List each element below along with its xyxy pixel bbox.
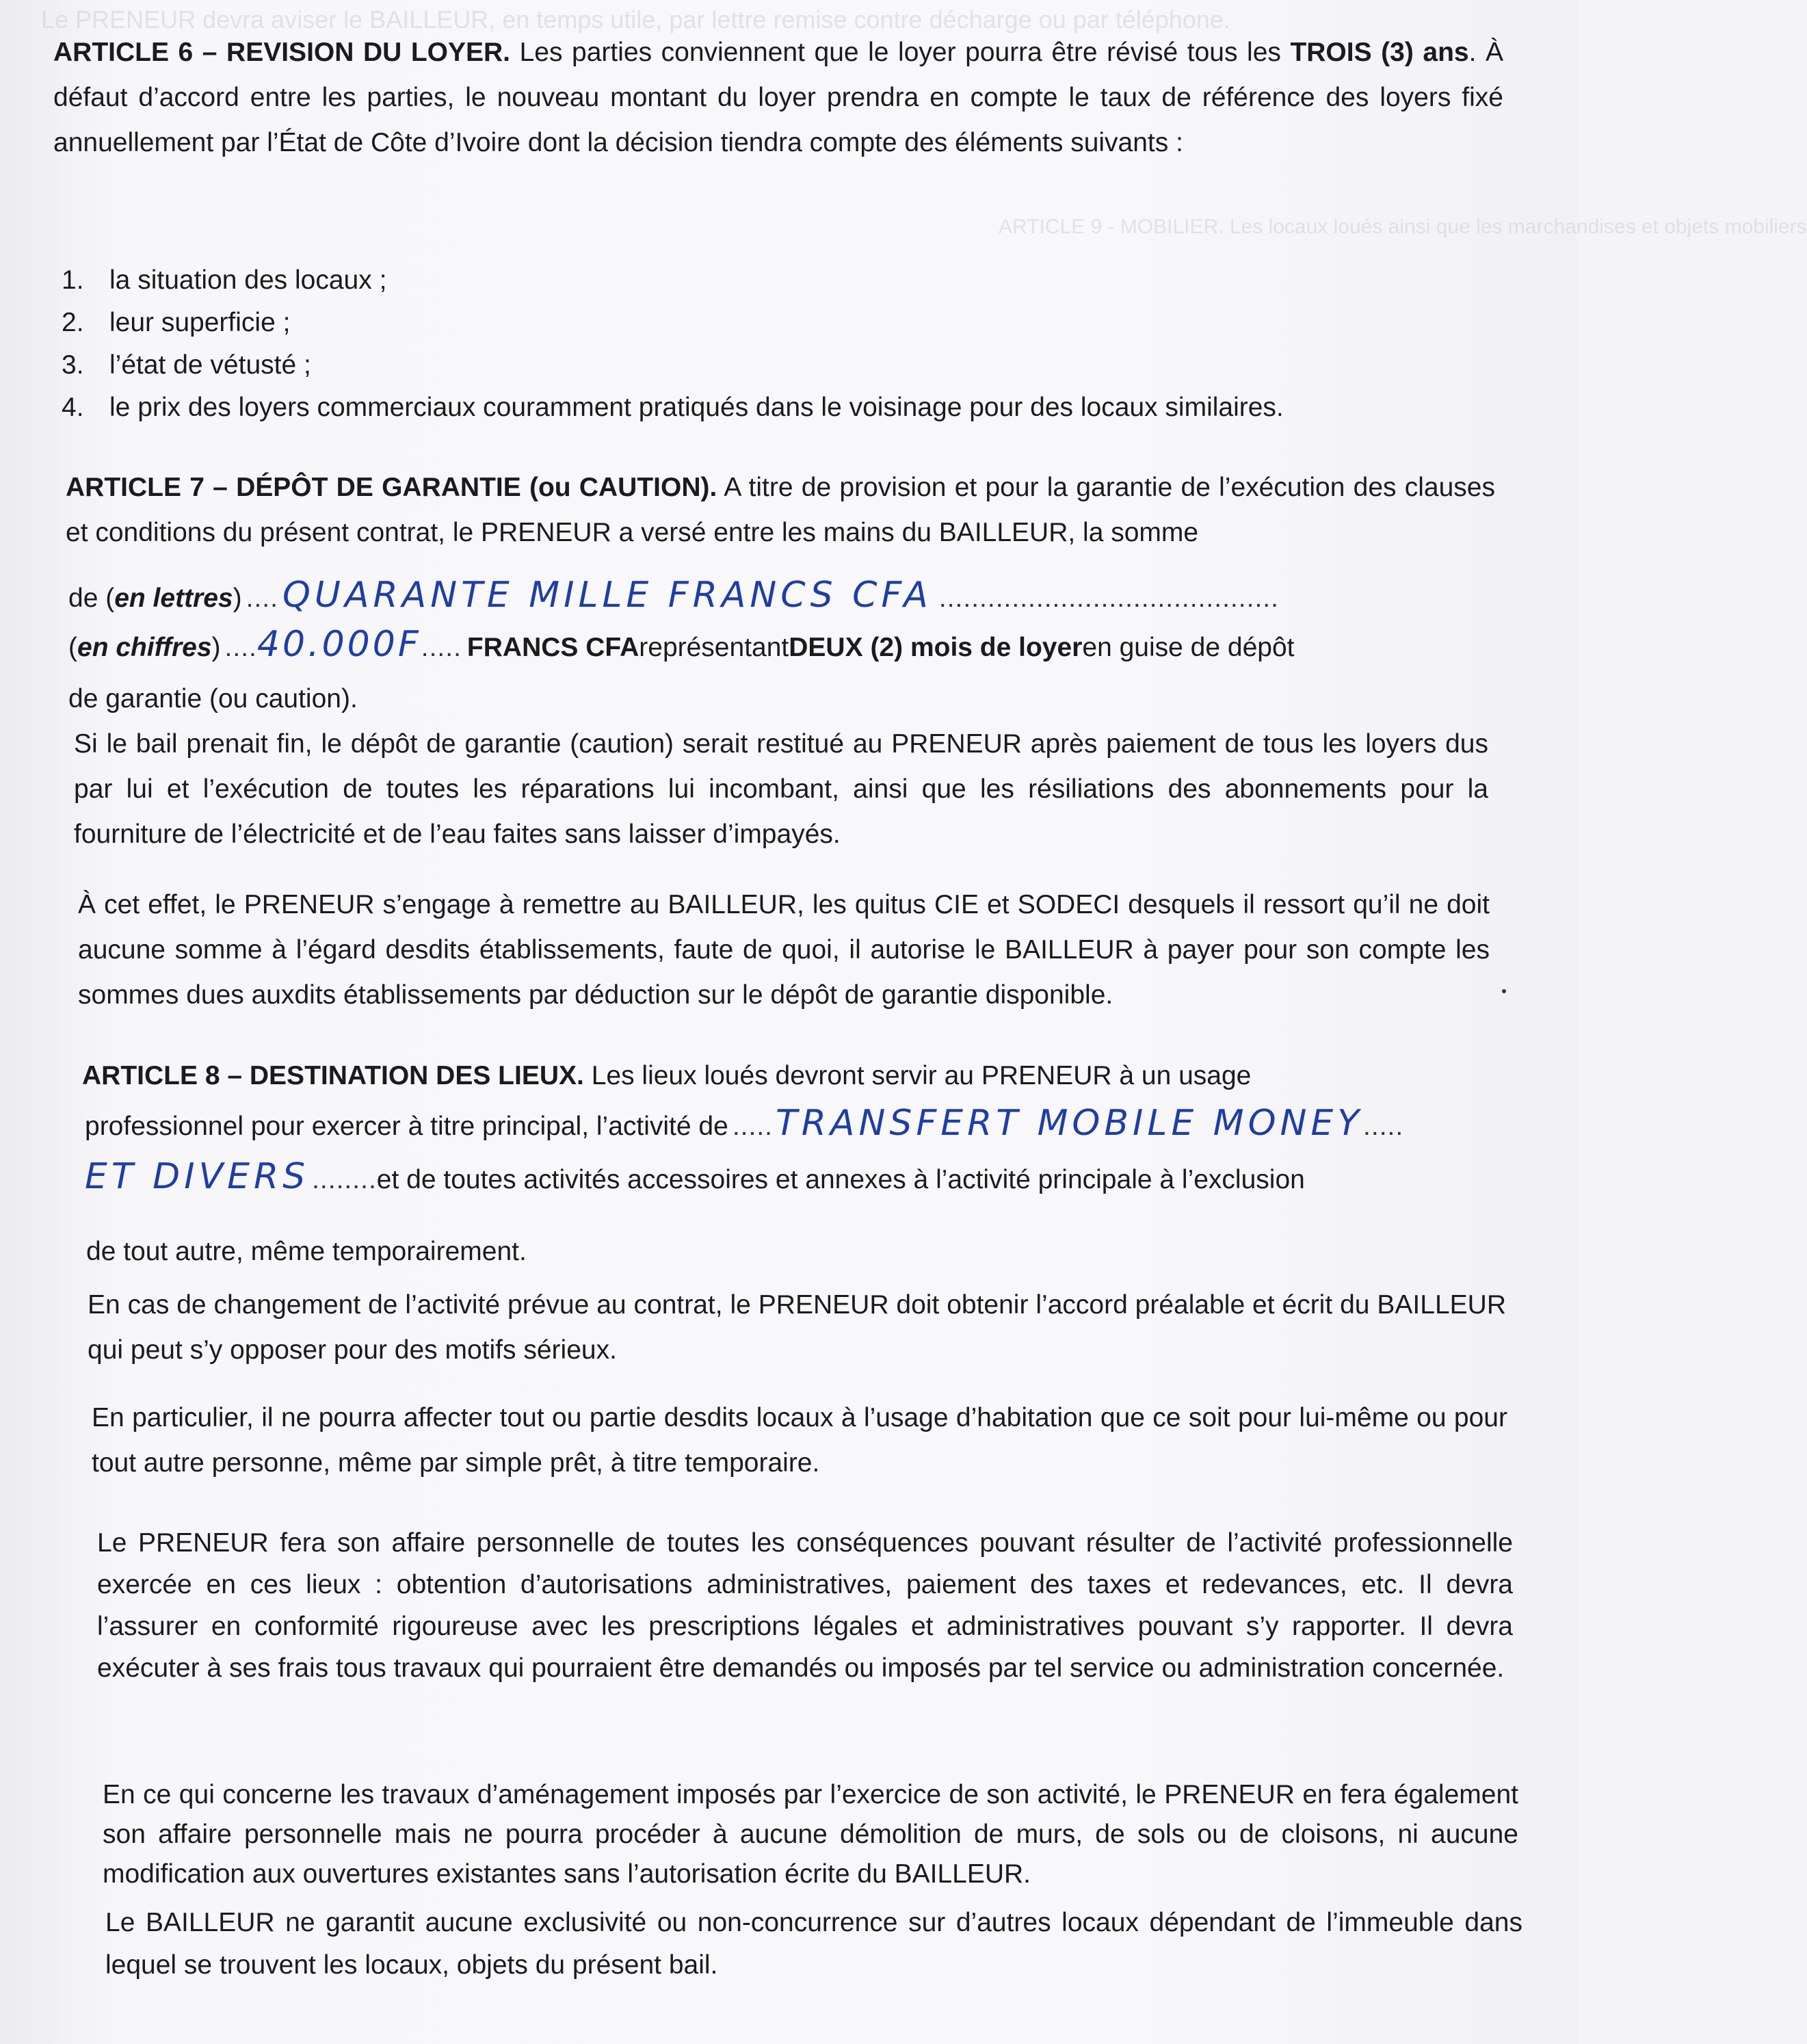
list-item: 1. la situation des locaux ;: [62, 265, 387, 295]
article-8-heading: ARTICLE 8 – DESTINATION DES LIEUX.: [82, 1061, 584, 1090]
list-item: 3. l’état de vétusté ;: [62, 350, 311, 380]
handwritten-activity: ET DIVERS: [85, 1156, 310, 1197]
article-8-paragraph: En cas de changement de l’activité prévue au contrat, le PRENEUR doit obtenir l’accord préalable et écrit du BAILLEUR qui peut s’y opposer pour des motifs sérieux.: [88, 1290, 1506, 1365]
handwritten-activity: TRANSFERT MOBILE MONEY: [776, 1103, 1364, 1144]
activity-row: professionnel pour exercer à titre principal, l’activité de ..... TRANSFERT MOBILE MONEY .....: [85, 1103, 1404, 1144]
handwritten-amount-words: QUARANTE MILLE FRANCS CFA: [282, 575, 932, 616]
article-8-paragraph: En particulier, il ne pourra affecter tout ou partie desdits locaux à l’usage d’habitation que ce soit pour lui-même ou pour tout autre personne, même par simple prêt, à titre temporaire.: [92, 1403, 1507, 1478]
article-8: [82, 1053, 1498, 1099]
handwritten-amount-figures: 40.000F: [256, 624, 421, 665]
amount-in-words-row: de ( en lettres ) .... QUARANTE MILLE FRANCS CFA ..........................................: [68, 575, 1279, 616]
list-item: 4. le prix des loyers commerciaux couramment pratiqués dans le voisinage pour des locaux similaires.: [62, 393, 1284, 422]
article-8-paragraph: Le PRENEUR fera son affaire personnelle de toutes les conséquences pouvant résulter de l’activité professionnelle exercée en ces lieux : obtention d’autorisations administratives, paiement des taxes et redevances, etc. Il devra l’assurer en conformité rigoureuse avec les prescriptions légales et administratives pouvant s’y rapporter. Il devra exécuter à ses frais tous travaux qui pourraient être demandés ou imposés par tel service ou administration concernée.: [97, 1528, 1513, 1683]
ink-dot: [1502, 989, 1506, 993]
article-7-heading: ARTICLE 7 – DÉPÔT DE GARANTIE (ou CAUTION).: [66, 473, 717, 502]
article-8-paragraph: Le BAILLEUR ne garantit aucune exclusivité ou non-concurrence sur d’autres locaux dépendant de l’immeuble dans lequel se trouvent les locaux, objets du présent bail.: [105, 1908, 1522, 1980]
article-6: [53, 30, 1503, 166]
article-7: [66, 465, 1495, 555]
bleed-through-text: ARTICLE 9 - MOBILIER. Les locaux loués ainsi que les marchandises et objets mobiliers: [999, 215, 1807, 238]
article-8-paragraph: En ce qui concerne les travaux d’aménagement imposés par l’exercice de son activité, le PRENEUR en fera également son affaire personnelle mais ne pourra procéder à aucune démolition de murs, de sols ou de cloisons, ni aucune modification aux ouvertures existantes sans l’autorisation écrite du BAILLEUR.: [103, 1780, 1518, 1889]
article-7-intro: A titre de provision et pour la garantie de l’exécution des clauses et conditions du présent contrat, le PRENEUR a versé entre les mains du BAILLEUR, la somme: [66, 473, 1495, 547]
article-6-heading: ARTICLE 6 – REVISION DU LOYER.: [53, 38, 511, 67]
bleed-through-text: Le PRENEUR devra aviser le BAILLEUR, en temps utile, par lettre remise contre décharge ou par téléphone.: [41, 5, 1230, 34]
article-7-paragraph: À cet effet, le PRENEUR s’engage à remettre au BAILLEUR, les quitus CIE et SODECI desquels il ressort qu’il ne doit aucune somme à l’égard desdits établissements, faute de quoi, il autorise le BAILLEUR à payer pour son compte les sommes dues auxdits établissements par déduction sur le dépôt de garantie disponible.: [78, 890, 1490, 1010]
article-6-text: . À défaut d’accord entre les parties, le nouveau montant du loyer prendra en compte le taux de référence des loyers fixé annuellement par l’État de Côte d’Ivoire dont la décision tiendra compte des éléments suivants :: [53, 38, 1503, 157]
article-7-paragraph: Si le bail prenait fin, le dépôt de garantie (caution) serait restitué au PRENEUR après paiement de tous les loyers dus par lui et l’exécution de toutes les réparations lui incombant, ainsi que les résiliations des abonnements pour la fourniture de l’électricité et de l’eau faites sans laisser d’impayés.: [74, 729, 1488, 849]
amount-in-figures-row: ( en chiffres ) .... 40.000F ..... FRANCS CFA représentant DEUX (2) mois de loyer en guise de dépôt: [68, 624, 1295, 665]
activity-row-continued: ET DIVERS ........ et de toutes activités accessoires et annexes à l’activité principale à l’exclusion: [85, 1156, 1305, 1197]
article-6-emphasis: TROIS (3) ans: [1290, 38, 1469, 67]
article-7-closing: de garantie (ou caution).: [68, 684, 358, 713]
article-8-intro: Les lieux loués devront servir au PRENEUR à un usage: [583, 1061, 1252, 1090]
article-8-line: de tout autre, même temporairement.: [86, 1237, 527, 1266]
article-6-criteria-list: [62, 261, 1284, 427]
list-item: 2. leur superficie ;: [62, 308, 291, 337]
article-6-intro: Les parties conviennent que le loyer pourra être révisé tous les: [510, 38, 1291, 67]
